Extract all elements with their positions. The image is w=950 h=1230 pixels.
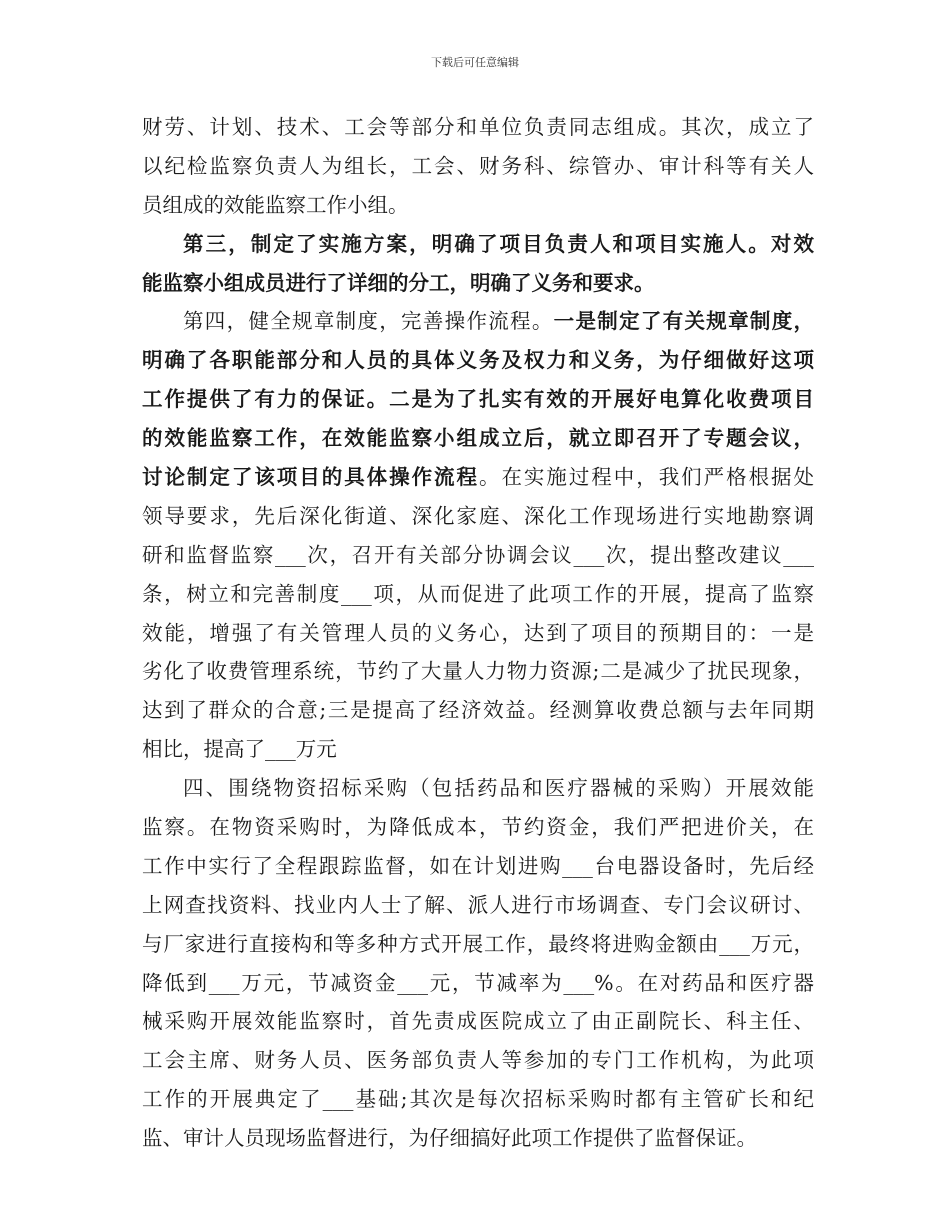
text-segment: 领导要求，先后深化街道、深化家庭、深化工作现场进行实地勘察调 [142, 503, 814, 528]
text-segment: 与厂家进行直接构和等多种方式开展工作，最终将进购金额由___万元， [142, 931, 814, 956]
text-segment: 降低到___万元，节减资金___元，节减率为___%。在对药品和医疗器 [142, 970, 814, 995]
text-segment: 以纪检监察负责人为组长，工会、财务科、综管办、审计科等有关人 [142, 153, 814, 178]
text-line [142, 147, 814, 186]
text-segment: 监、审计人员现场监督进行，为仔细搞好此项工作提供了监督保证。 [142, 1126, 757, 1151]
text-line [142, 769, 814, 808]
text-segment: 条，树立和完善制度___项，从而促进了此项工作的开展，提高了监察 [142, 581, 814, 606]
text-line [142, 808, 814, 847]
bold-text-segment: 明确了各职能部分和人员的具体义务及权力和义务，为仔细做好这项 [142, 348, 814, 373]
text-segment: 劣化了收费管理系统，节约了大量人力物力资源;二是减少了扰民现象， [142, 659, 814, 684]
document-body [142, 108, 814, 1158]
text-line [142, 264, 814, 303]
text-line [142, 964, 814, 1003]
page-header: 下载后可任意编辑 [431, 56, 519, 69]
text-line [142, 575, 814, 614]
text-segment: 。在实施过程中，我们严格根据处 [478, 465, 815, 490]
text-line [142, 614, 814, 653]
text-line [142, 225, 814, 264]
text-line [142, 652, 814, 691]
text-segment: 第四，健全规章制度，完善操作流程。 [183, 309, 554, 334]
text-line [142, 1080, 814, 1119]
text-segment: 械采购开展效能监察时，首先责成医院成立了由正副院长、科主任、 [142, 1009, 814, 1034]
text-segment: 相比，提高了___万元 [142, 737, 337, 762]
text-line [142, 1041, 814, 1080]
text-line [142, 886, 814, 925]
text-segment: 达到了群众的合意;三是提高了经济效益。经测算收费总额与去年同期 [142, 698, 814, 723]
text-line [142, 1119, 814, 1158]
text-line [142, 341, 814, 380]
text-segment: 效能，增强了有关管理人员的义务心，达到了项目的预期目的：一是 [142, 620, 814, 645]
bold-text-segment: 工作提供了有力的保证。二是为了扎实有效的开展好电算化收费项目 [142, 387, 814, 412]
bold-text-segment: 第三，制定了实施方案，明确了项目负责人和项目实施人。对效 [183, 231, 814, 256]
text-segment: 员组成的效能监察工作小组。 [142, 192, 409, 217]
text-line [142, 847, 814, 886]
text-segment: 工作中实行了全程跟踪监督，如在计划进购___台电器设备时，先后经 [142, 853, 814, 878]
text-line [142, 108, 814, 147]
bold-text-segment: 的效能监察工作，在效能监察小组成立后，就立即召开了专题会议， [142, 426, 814, 451]
bold-text-segment: 一是制定了有关规章制度， [553, 309, 815, 334]
text-segment: 财劳、计划、技术、工会等部分和单位负责同志组成。其次，成立了 [142, 115, 814, 139]
text-line [142, 419, 814, 458]
text-segment: 研和监督监察___次，召开有关部分协调会议___次，提出整改建议___ [142, 542, 814, 567]
text-line [142, 691, 814, 730]
text-segment: 工作的开展典定了___基础;其次是每次招标采购时都有主管矿长和纪 [142, 1087, 814, 1112]
text-segment: 监察。在物资采购时，为降低成本，节约资金，我们严把进价关，在 [142, 815, 814, 840]
text-segment: 四、围绕物资招标采购（包括药品和医疗器械的采购）开展效能 [183, 776, 814, 801]
text-line [142, 497, 814, 536]
text-line [142, 536, 814, 575]
text-line [142, 458, 814, 497]
text-line [142, 1002, 814, 1041]
text-line [142, 302, 814, 341]
bold-text-segment: 能监察小组成员进行了详细的分工，明确了义务和要求。 [142, 270, 655, 295]
text-line [142, 730, 814, 769]
bold-text-segment: 讨论制定了该项目的具体操作流程 [142, 465, 479, 490]
text-line [142, 186, 814, 225]
text-line [142, 380, 814, 419]
text-segment: 上网查找资料、找业内人士了解、派人进行市场调查、专门会议研讨、 [142, 892, 814, 917]
text-segment: 工会主席、财务人员、医务部负责人等参加的专门工作机构，为此项 [142, 1048, 814, 1073]
text-line [142, 925, 814, 964]
